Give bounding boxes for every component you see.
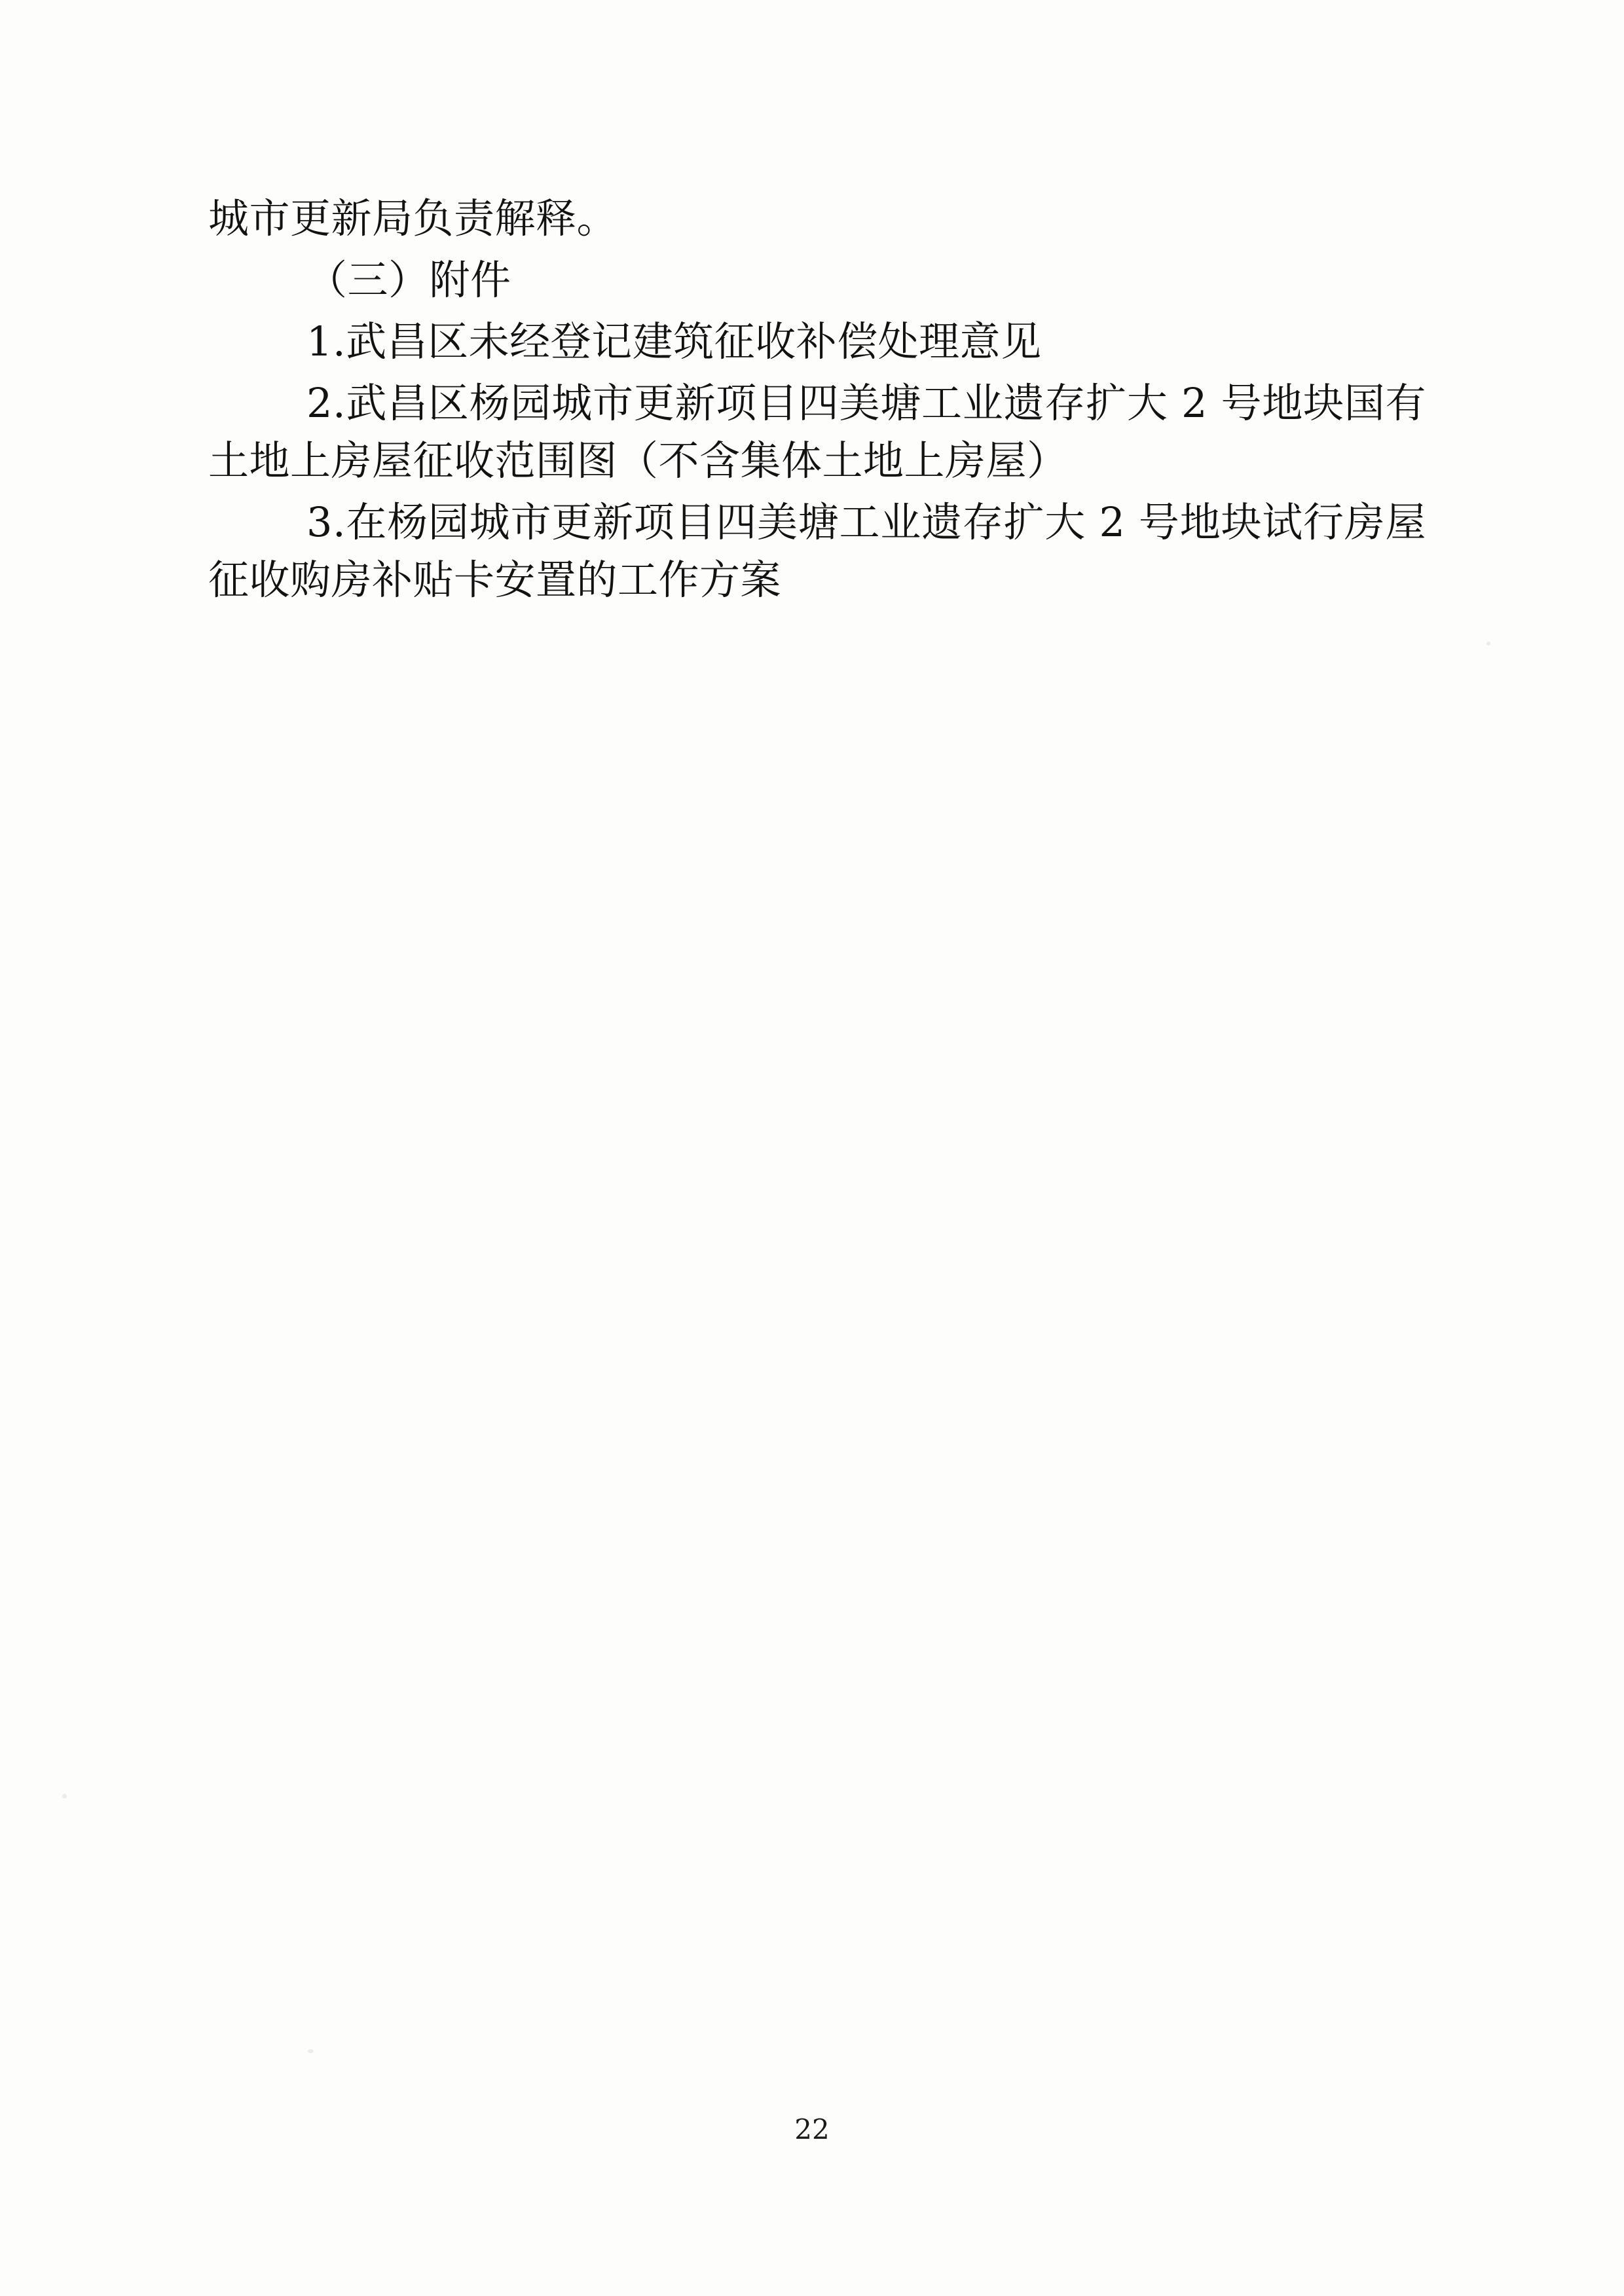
scan-speck (308, 2049, 314, 2053)
scan-speck (1486, 642, 1490, 646)
paragraph-attachment-2: 2.武昌区杨园城市更新项目四美塘工业遗存扩大 2 号地块国有土地上房屋征收范围图（不含集体土地上房屋） (208, 379, 1426, 485)
paragraph-section-heading-attachments: （三）附件 (306, 256, 511, 304)
paragraph-attachment-1: 1.武昌区未经登记建筑征收补偿处理意见 (306, 318, 1042, 366)
document-body (208, 190, 1426, 613)
scan-speck (62, 1794, 67, 1798)
paragraph-closing-authority: 城市更新局负责解释。 (208, 194, 618, 242)
paragraph-attachment-3: 3.在杨园城市更新项目四美塘工业遗存扩大 2 号地块试行房屋征收购房补贴卡安置的工作方案 (208, 498, 1426, 604)
page-number: 22 (794, 2113, 830, 2145)
